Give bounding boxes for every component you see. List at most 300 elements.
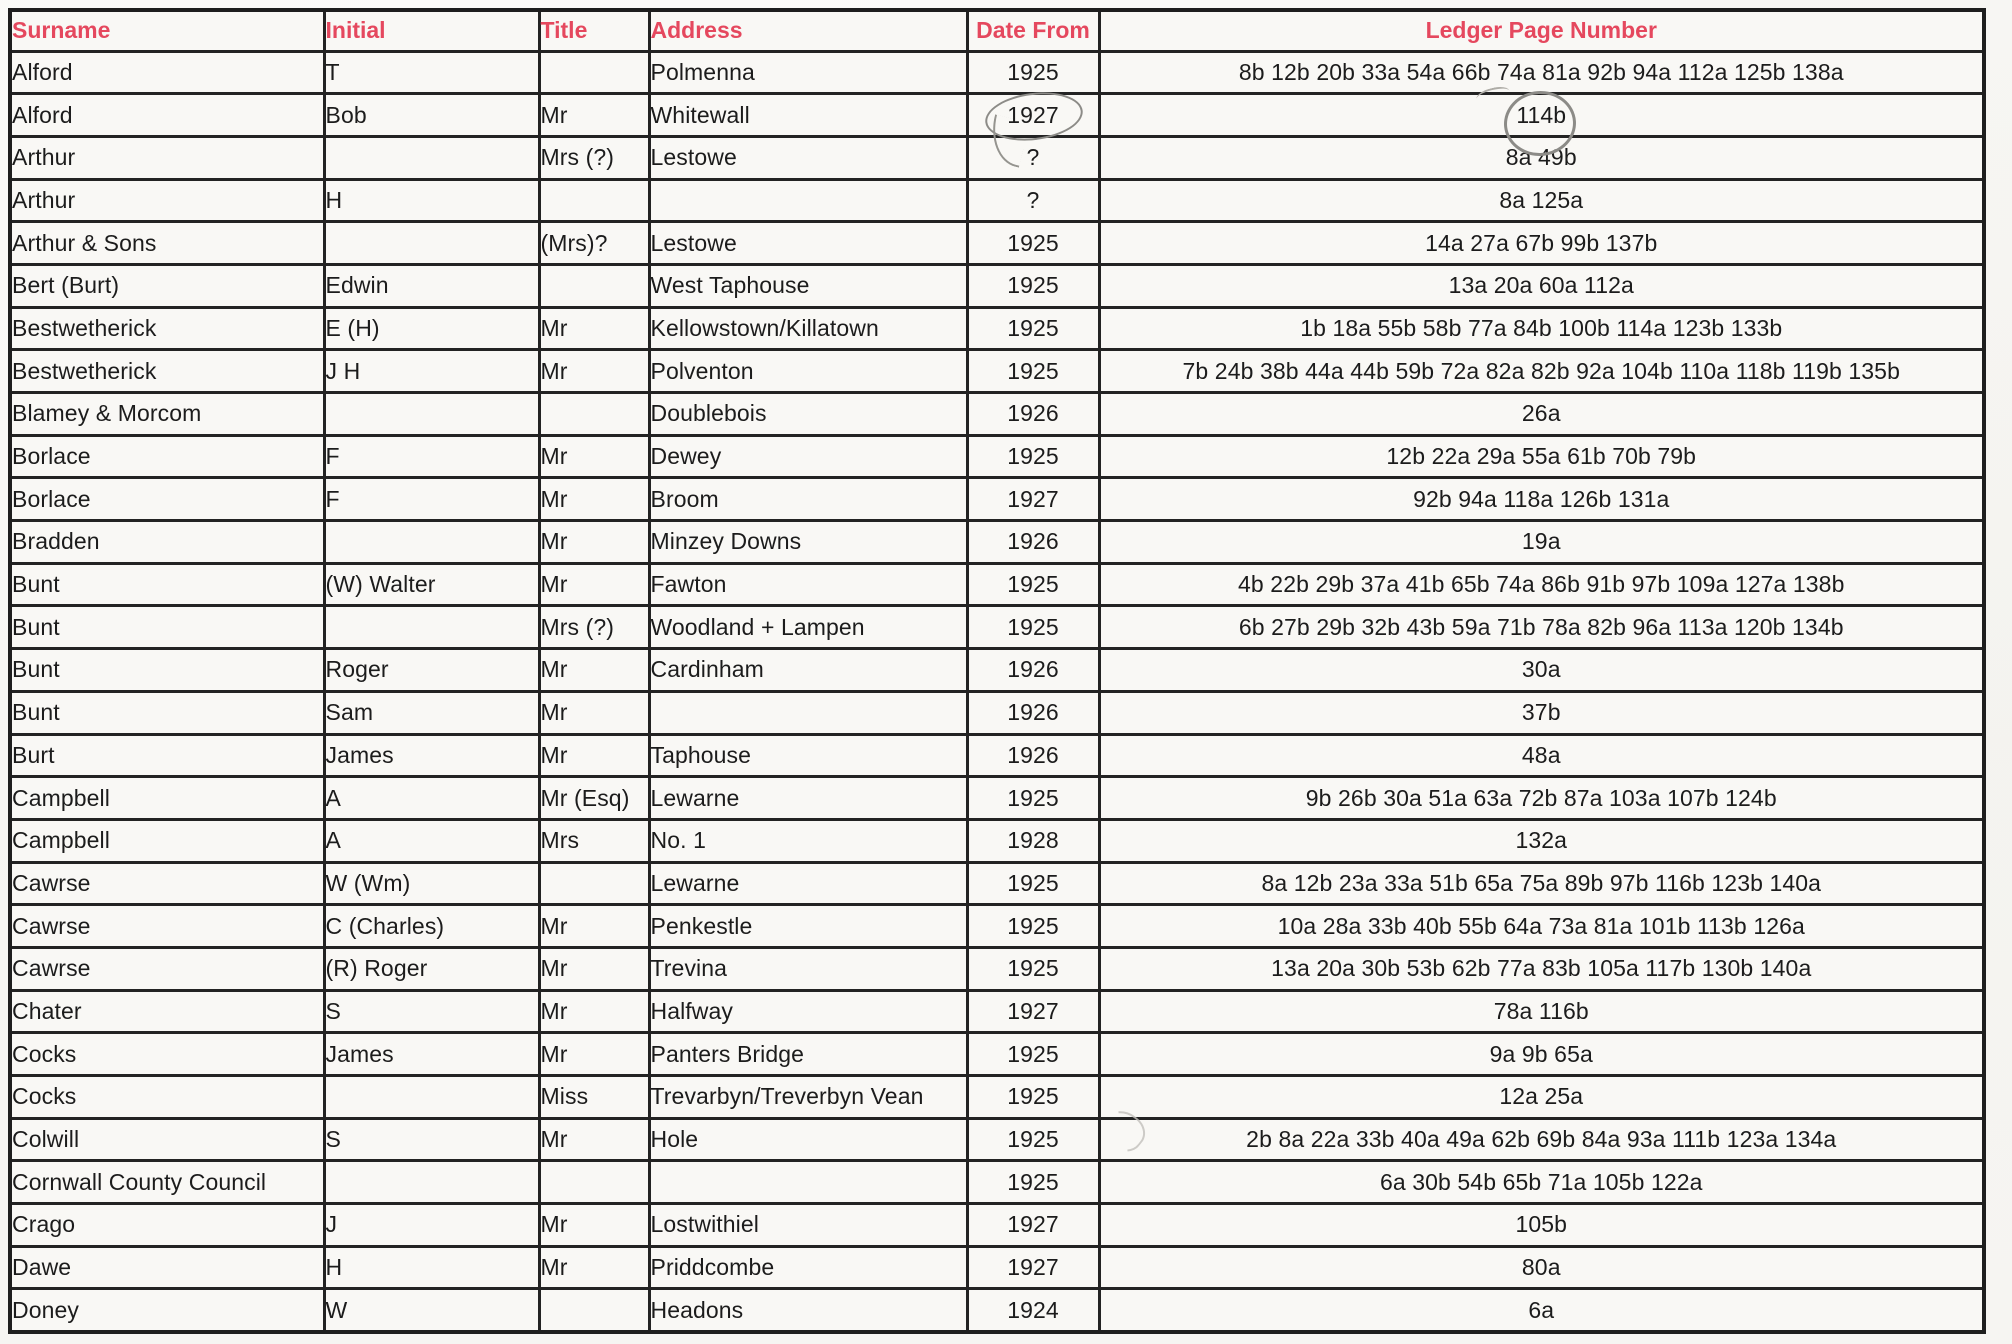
cell-initial (324, 307, 539, 350)
cell-surname (10, 1289, 324, 1332)
cell-surname (10, 691, 324, 734)
cell-address (649, 563, 967, 606)
cell-value: 1926 (1007, 528, 1059, 555)
cell-value: Dewey (650, 443, 722, 470)
cell-title (539, 136, 649, 179)
cell-address (649, 435, 967, 478)
cell-value: 48a (1521, 741, 1561, 768)
cell-value: Headons (650, 1296, 744, 1323)
cell-value: Mr (540, 699, 568, 726)
column-header-ledger: Ledger Page Number (1099, 10, 1984, 51)
table-row (10, 179, 1984, 222)
cell-value: Lewarne (650, 869, 740, 896)
cell-value: 6b 27b 29b 32b 43b 59a 71b 78a 82b 96a 113a 120b 134b (1238, 613, 1844, 640)
cell-address (649, 606, 967, 649)
cell-value: Cawrse (12, 912, 91, 939)
cell-value: 8a 125a (1499, 186, 1584, 213)
cell-value: 132a (1515, 827, 1568, 854)
cell-value: 30a (1521, 656, 1561, 683)
cell-value: 1927 (1007, 1211, 1059, 1238)
cell-value: Lostwithiel (650, 1211, 759, 1238)
cell-title (539, 862, 649, 905)
table-row (10, 862, 1984, 905)
cell-value: Halfway (650, 997, 734, 1024)
cell-value: 13a 20a 30b 53b 62b 77a 83b 105a 117b 130b 140a (1271, 955, 1812, 982)
cell-value: 1925 (1007, 1040, 1059, 1067)
cell-value: ? (1026, 144, 1040, 171)
cell-address (649, 691, 967, 734)
table-row (10, 606, 1984, 649)
cell-title (539, 1204, 649, 1247)
cell-address (649, 1118, 967, 1161)
cell-ledger (1099, 435, 1984, 478)
cell-value: 12a 25a (1499, 1083, 1584, 1110)
cell-date-from (967, 264, 1099, 307)
cell-value: Bunt (12, 699, 60, 726)
cell-address (649, 222, 967, 265)
cell-date-from (967, 94, 1099, 137)
cell-value: Polventon (650, 357, 754, 384)
cell-value: 1925 (1007, 912, 1059, 939)
cell-value: Bunt (12, 613, 60, 640)
cell-value: James (325, 1040, 394, 1067)
cell-date-from (967, 222, 1099, 265)
column-header-title: Title (539, 10, 649, 51)
cell-value: Kellowstown/Killatown (650, 314, 879, 341)
table-row (10, 905, 1984, 948)
cell-address (649, 777, 967, 820)
cell-value: 1925 (1007, 1168, 1059, 1195)
cell-surname (10, 264, 324, 307)
cell-date-from (967, 179, 1099, 222)
cell-date-from (967, 136, 1099, 179)
cell-ledger (1099, 990, 1984, 1033)
cell-initial (324, 136, 539, 179)
table-row (10, 1033, 1984, 1076)
cell-ledger (1099, 819, 1984, 862)
cell-date-from (967, 521, 1099, 564)
cell-ledger (1099, 350, 1984, 393)
cell-date-from (967, 649, 1099, 692)
cell-address (649, 1161, 967, 1204)
cell-value: Cawrse (12, 869, 91, 896)
cell-value: Bestwetherick (12, 314, 157, 341)
cell-value: Cocks (12, 1040, 77, 1067)
cell-initial (324, 435, 539, 478)
cell-surname (10, 393, 324, 436)
cell-surname (10, 1246, 324, 1289)
cell-address (649, 264, 967, 307)
cell-ledger (1099, 94, 1984, 137)
cell-surname (10, 222, 324, 265)
column-header-date-from: Date From (967, 10, 1099, 51)
cell-ledger (1099, 649, 1984, 692)
cell-date-from (967, 1118, 1099, 1161)
cell-value: F (325, 485, 340, 512)
cell-ledger (1099, 947, 1984, 990)
cell-value: 78a 116b (1493, 997, 1589, 1024)
cell-initial (324, 521, 539, 564)
cell-title (539, 990, 649, 1033)
cell-title (539, 435, 649, 478)
cell-value: 92b 94a 118a 126b 131a (1413, 485, 1670, 512)
cell-value: A (325, 784, 341, 811)
cell-title (539, 307, 649, 350)
cell-value: Bunt (12, 656, 60, 683)
cell-address (649, 905, 967, 948)
cell-surname (10, 435, 324, 478)
cell-value: 6a 30b 54b 65b 71a 105b 122a (1379, 1168, 1703, 1195)
cell-value: 8a 49b (1505, 144, 1577, 171)
cell-value: Mr (540, 443, 568, 470)
cell-value: Bestwetherick (12, 357, 157, 384)
cell-date-from (967, 691, 1099, 734)
cell-value: 1925 (1007, 314, 1059, 341)
cell-value: F (325, 443, 340, 470)
cell-value: Edwin (325, 272, 389, 299)
cell-value: ? (1026, 186, 1040, 213)
cell-initial (324, 1118, 539, 1161)
cell-value: Lestowe (650, 144, 737, 171)
cell-value: Fawton (650, 571, 727, 598)
cell-ledger (1099, 905, 1984, 948)
cell-title (539, 179, 649, 222)
cell-value: 1926 (1007, 656, 1059, 683)
cell-ledger (1099, 563, 1984, 606)
cell-address (649, 307, 967, 350)
cell-date-from (967, 1204, 1099, 1247)
cell-value: Woodland + Lampen (650, 613, 865, 640)
cell-value: Lestowe (650, 229, 737, 256)
cell-initial (324, 905, 539, 948)
cell-value: Bert (Burt) (12, 272, 120, 299)
cell-value: Borlace (12, 443, 91, 470)
cell-address (649, 819, 967, 862)
cell-title (539, 905, 649, 948)
cell-address (649, 51, 967, 94)
cell-date-from (967, 435, 1099, 478)
cell-initial (324, 947, 539, 990)
cell-surname (10, 862, 324, 905)
cell-value: West Taphouse (650, 272, 810, 299)
cell-title (539, 691, 649, 734)
cell-initial (324, 1161, 539, 1204)
cell-value: Priddcombe (650, 1254, 775, 1281)
cell-value: Mr (540, 955, 568, 982)
cell-value: Alford (12, 58, 73, 85)
cell-value: Borlace (12, 485, 91, 512)
cell-initial (324, 51, 539, 94)
cell-ledger (1099, 862, 1984, 905)
cell-surname (10, 1118, 324, 1161)
table-row (10, 1246, 1984, 1289)
cell-date-from (967, 947, 1099, 990)
cell-value: Hole (650, 1126, 699, 1153)
cell-initial (324, 1033, 539, 1076)
cell-value: 1926 (1007, 400, 1059, 427)
cell-initial (324, 819, 539, 862)
cell-value: 1925 (1007, 784, 1059, 811)
cell-value: 9b 26b 30a 51a 63a 72b 87a 103a 107b 124b (1305, 784, 1777, 811)
cell-title (539, 51, 649, 94)
cell-value: 1925 (1007, 955, 1059, 982)
cell-value: Whitewall (650, 101, 750, 128)
cell-value: 37b (1521, 699, 1561, 726)
cell-value: 8b 12b 20b 33a 54a 66b 74a 81a 92b 94a 112a 125b 138a (1238, 58, 1844, 85)
cell-value: 105b (1515, 1211, 1568, 1238)
cell-value: 13a 20a 60a 112a (1448, 272, 1634, 299)
cell-value: 14a 27a 67b 99b 137b (1425, 229, 1658, 256)
cell-date-from (967, 51, 1099, 94)
cell-address (649, 734, 967, 777)
cell-value: Trevina (650, 955, 728, 982)
cell-value: Campbell (12, 827, 110, 854)
table-row (10, 563, 1984, 606)
cell-value: Doney (12, 1296, 79, 1323)
cell-value: 10a 28a 33b 40b 55b 64a 73a 81a 101b 113b 126a (1277, 912, 1805, 939)
cell-value: C (Charles) (325, 912, 445, 939)
cell-title (539, 563, 649, 606)
table-row (10, 1204, 1984, 1247)
cell-value: 1925 (1007, 869, 1059, 896)
cell-initial (324, 563, 539, 606)
cell-title (539, 1076, 649, 1119)
cell-value: Mr (Esq) (540, 784, 630, 811)
cell-value: 1925 (1007, 272, 1059, 299)
cell-address (649, 649, 967, 692)
cell-value: H (325, 1254, 343, 1281)
cell-value: Sam (325, 699, 374, 726)
cell-value: (R) Roger (325, 955, 428, 982)
cell-date-from (967, 777, 1099, 820)
cell-initial (324, 264, 539, 307)
cell-ledger (1099, 478, 1984, 521)
cell-date-from (967, 478, 1099, 521)
cell-value: J H (325, 357, 361, 384)
cell-title (539, 819, 649, 862)
cell-value: Bunt (12, 571, 60, 598)
cell-value: Mr (540, 1126, 568, 1153)
cell-value: 1925 (1007, 613, 1059, 640)
cell-value: Campbell (12, 784, 110, 811)
cell-value: S (325, 997, 341, 1024)
cell-value: Mr (540, 1254, 568, 1281)
cell-value: 80a (1521, 1254, 1561, 1281)
cell-value: Cocks (12, 1083, 77, 1110)
table-row (10, 691, 1984, 734)
cell-value: Broom (650, 485, 719, 512)
cell-surname (10, 1204, 324, 1247)
cell-value: 1925 (1007, 357, 1059, 384)
cell-surname (10, 777, 324, 820)
cell-surname (10, 307, 324, 350)
cell-date-from (967, 819, 1099, 862)
cell-address (649, 862, 967, 905)
table-row (10, 521, 1984, 564)
table-row (10, 777, 1984, 820)
cell-title (539, 350, 649, 393)
cell-value: Penkestle (650, 912, 753, 939)
cell-initial (324, 393, 539, 436)
cell-title (539, 1033, 649, 1076)
cell-ledger (1099, 1033, 1984, 1076)
cell-surname (10, 136, 324, 179)
cell-value: Cardinham (650, 656, 764, 683)
cell-title (539, 947, 649, 990)
cell-value: Mr (540, 1211, 568, 1238)
cell-surname (10, 179, 324, 222)
cell-address (649, 1289, 967, 1332)
cell-date-from (967, 734, 1099, 777)
cell-title (539, 1118, 649, 1161)
cell-value: 1926 (1007, 741, 1059, 768)
table-row (10, 990, 1984, 1033)
cell-address (649, 947, 967, 990)
table-row (10, 1118, 1984, 1161)
cell-initial (324, 350, 539, 393)
cell-date-from (967, 905, 1099, 948)
cell-initial (324, 734, 539, 777)
cell-surname (10, 606, 324, 649)
cell-date-from (967, 307, 1099, 350)
cell-initial (324, 478, 539, 521)
cell-value: Doublebois (650, 400, 767, 427)
cell-initial (324, 862, 539, 905)
cell-ledger (1099, 307, 1984, 350)
cell-value: 26a (1521, 400, 1561, 427)
cell-address (649, 179, 967, 222)
cell-value: Mr (540, 314, 568, 341)
cell-value: 19a (1521, 528, 1561, 555)
cell-value: Arthur (12, 186, 76, 213)
cell-ledger (1099, 734, 1984, 777)
cell-initial (324, 990, 539, 1033)
cell-date-from (967, 350, 1099, 393)
table-row (10, 264, 1984, 307)
cell-value: 1927 (1007, 485, 1059, 512)
cell-value: 8a 12b 23a 33a 51b 65a 75a 89b 97b 116b 123b 140a (1261, 869, 1822, 896)
cell-value: 12b 22a 29a 55a 61b 70b 79b (1386, 443, 1697, 470)
cell-value: Miss (540, 1083, 589, 1110)
cell-ledger (1099, 179, 1984, 222)
cell-ledger (1099, 1161, 1984, 1204)
cell-value: Mrs (?) (540, 144, 615, 171)
cell-value: 1b 18a 55b 58b 77a 84b 100b 114a 123b 133b (1300, 314, 1783, 341)
table-row (10, 393, 1984, 436)
table-row (10, 1076, 1984, 1119)
cell-surname (10, 819, 324, 862)
cell-initial (324, 691, 539, 734)
cell-title (539, 734, 649, 777)
cell-value: Mr (540, 741, 568, 768)
cell-date-from (967, 1076, 1099, 1119)
table-row (10, 1289, 1984, 1332)
cell-ledger (1099, 51, 1984, 94)
cell-date-from (967, 1289, 1099, 1332)
cell-initial (324, 606, 539, 649)
cell-ledger (1099, 691, 1984, 734)
cell-value: 1925 (1007, 229, 1059, 256)
cell-initial (324, 1289, 539, 1332)
cell-initial (324, 1246, 539, 1289)
cell-value: Arthur (12, 144, 76, 171)
cell-value: 1925 (1007, 1083, 1059, 1110)
column-header-initial: Initial (324, 10, 539, 51)
cell-title (539, 222, 649, 265)
cell-value: 1925 (1007, 1126, 1059, 1153)
cell-initial (324, 649, 539, 692)
cell-ledger (1099, 1289, 1984, 1332)
cell-value: 1925 (1007, 571, 1059, 598)
cell-value: W (Wm) (325, 869, 411, 896)
cell-value: 9a 9b 65a (1489, 1040, 1593, 1067)
cell-value: Mr (540, 1040, 568, 1067)
cell-value: Crago (12, 1211, 76, 1238)
cell-title (539, 1161, 649, 1204)
table-header-row (10, 10, 1984, 51)
cell-title (539, 1289, 649, 1332)
cell-surname (10, 734, 324, 777)
table-row (10, 478, 1984, 521)
cell-value: (Mrs)? (540, 229, 608, 256)
cell-ledger (1099, 222, 1984, 265)
table-row (10, 222, 1984, 265)
cell-address (649, 990, 967, 1033)
cell-value: Cawrse (12, 955, 91, 982)
cell-value: Burt (12, 741, 55, 768)
cell-value: James (325, 741, 394, 768)
table-row (10, 734, 1984, 777)
table-row (10, 649, 1984, 692)
cell-surname (10, 94, 324, 137)
cell-value: Cornwall County Council (12, 1168, 267, 1195)
cell-value: 1925 (1007, 58, 1059, 85)
cell-value: Mrs (?) (540, 613, 615, 640)
cell-title (539, 521, 649, 564)
column-header-address: Address (649, 10, 967, 51)
cell-date-from (967, 862, 1099, 905)
cell-date-from (967, 1246, 1099, 1289)
cell-address (649, 1204, 967, 1247)
cell-value: 1927 (1007, 997, 1059, 1024)
cell-value: Minzey Downs (650, 528, 802, 555)
table-row (10, 819, 1984, 862)
table-row (10, 947, 1984, 990)
cell-title (539, 777, 649, 820)
cell-date-from (967, 606, 1099, 649)
table-row (10, 94, 1984, 137)
table-row (10, 350, 1984, 393)
cell-address (649, 136, 967, 179)
cell-address (649, 350, 967, 393)
cell-value: Mrs (540, 827, 580, 854)
cell-surname (10, 649, 324, 692)
cell-value: T (325, 58, 340, 85)
table-row (10, 51, 1984, 94)
cell-value: Roger (325, 656, 389, 683)
cell-value: Lewarne (650, 784, 740, 811)
cell-title (539, 606, 649, 649)
cell-value: No. 1 (650, 827, 706, 854)
cell-address (649, 1033, 967, 1076)
cell-value: 1925 (1007, 443, 1059, 470)
column-header-surname: Surname (10, 10, 324, 51)
cell-surname (10, 1076, 324, 1119)
cell-initial (324, 179, 539, 222)
cell-surname (10, 350, 324, 393)
cell-value: Mr (540, 485, 568, 512)
cell-ledger (1099, 393, 1984, 436)
